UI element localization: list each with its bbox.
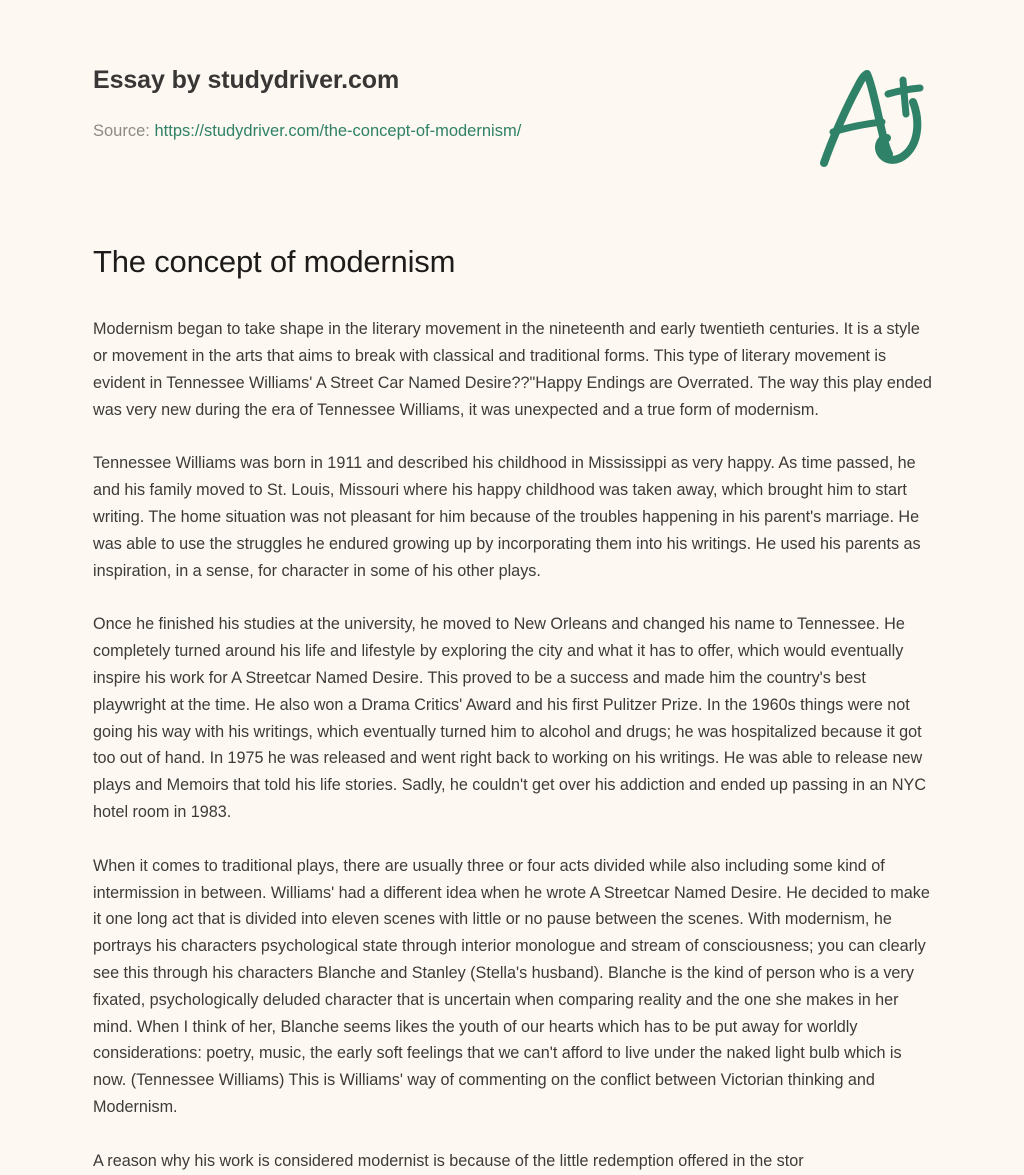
studydriver-a-plus-logo-icon [806, 62, 930, 172]
article-body [93, 316, 938, 1174]
source-line [93, 122, 521, 141]
paragraph-3: Once he finished his studies at the university, he moved to New Orleans and changed his name to Tennessee. He completely turned around his life and lifestyle by exploring the city and what it has to offer, which would eventually inspire his work for A Streetcar Named Desire. This proved to be a success and made him the country's best playwright at the time. He also won a Drama Critics' Award and his first Pulitzer Prize. In the 1960s things were not going his way with his writings, which eventually turned him to alcohol and drugs; he was hospitalized because it got too out of hand. In 1975 he was released and went right back to working on his writings. He was able to release new plays and Memoirs that told his life stories. Sadly, he couldn't get over his addiction and ended up passing in an NYC hotel room in 1983. [93, 615, 927, 821]
source-url-link[interactable]: https://studydriver.com/the-concept-of-modernism/ [154, 122, 522, 140]
paragraph-2: Tennessee Williams was born in 1911 and described his childhood in Mississippi as very happy. As time passed, he and his family moved to St. Louis, Missouri where his happy childhood was taken away, which brought him to start writing. The home situation was not pleasant for him because of the troubles happening in his parent's marriage. He was able to use the struggles he endured growing up by incorporating them into his writings. He used his parents as inspiration, in a sense, for character in some of his other plays. [93, 454, 921, 580]
page-title: The concept of modernism [93, 244, 456, 279]
document-header [0, 0, 1024, 200]
a-plus-logo-glyph [806, 62, 930, 172]
paragraph-5-truncated: A reason why his work is considered modernist is because of the little redemption offered in the stor [93, 1151, 804, 1170]
source-label: Source: [93, 122, 150, 140]
paragraph-1: Modernism began to take shape in the literary movement in the nineteenth and early twentieth centuries. It is a style or movement in the arts that aims to break with classical and traditional forms. This type of literary movement is evident in Tennessee Williams' A Street Car Named Desire??"Happy Endings are Overrated. The way this play ended was very new during the era of Tennessee Williams, it was unexpected and a true form of modernism. [93, 320, 932, 419]
essay-byline: Essay by studydriver.com [93, 66, 400, 94]
article-container [93, 243, 938, 1175]
paragraph-4: When it comes to traditional plays, there are usually three or four acts divided while also including some kind of intermission in between. Williams' had a different idea when he wrote A Streetcar Named Desire. He decided to make it one long act that is divided into eleven scenes with little or no pause between the scenes. With modernism, he portrays his characters psychological state through interior monologue and stream of consciousness; you can clearly see this through his characters Blanche and Stanley (Stella's husband). Blanche is the kind of person who is a very fixated, psychologically deluded character that is uncertain when comparing reality and the one she makes in her mind. When I think of her, Blanche seems likes the youth of our hearts which has to be put away for worldly considerations: poetry, music, the early soft feelings that we can't afford to live under the naked light bulb which is now. (Tennessee Williams) This is Williams' way of commenting on the conflict between Victorian thinking and Modernism. [93, 856, 930, 1116]
